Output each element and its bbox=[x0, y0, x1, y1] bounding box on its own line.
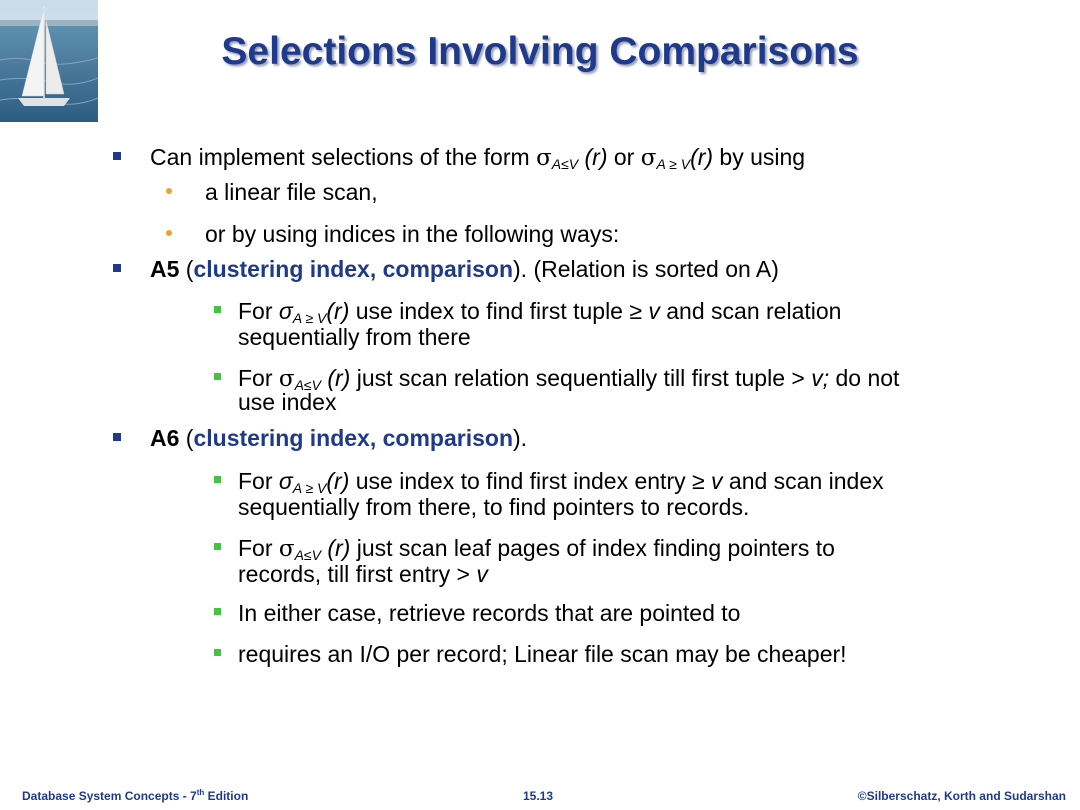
bullet-text: just scan relation sequentially till first tuple > bbox=[350, 365, 812, 391]
sigma-symbol: σ bbox=[278, 468, 293, 494]
square-bullet-icon bbox=[214, 373, 221, 380]
variable: v bbox=[711, 468, 723, 494]
bullet-text: use index to find first tuple ≥ bbox=[349, 298, 649, 324]
a5-item-2 bbox=[238, 366, 899, 391]
algorithm-label: clustering index, comparison bbox=[193, 256, 513, 282]
bullet-text: records, till first entry > bbox=[238, 561, 477, 587]
subscript: A ≥ V bbox=[292, 310, 327, 326]
a5-item-1 bbox=[238, 298, 842, 326]
a6-item-1 bbox=[238, 468, 884, 496]
square-bullet-icon bbox=[113, 152, 121, 160]
a6-item-4: requires an I/O per record; Linear file scan may be cheaper! bbox=[238, 641, 847, 667]
sigma-symbol: σ bbox=[278, 298, 293, 324]
subscript: A≤V bbox=[294, 377, 321, 393]
square-bullet-icon bbox=[113, 433, 121, 441]
sub-bullet-linear-scan: a linear file scan, bbox=[205, 179, 378, 205]
bullet-text: ). bbox=[513, 425, 528, 451]
sigma-symbol: σ bbox=[278, 366, 295, 392]
square-bullet-icon bbox=[214, 543, 221, 550]
a6-item-3: In either case, retrieve records that are pointed to bbox=[238, 600, 741, 626]
square-bullet-icon bbox=[214, 476, 221, 483]
square-bullet-icon bbox=[113, 264, 121, 272]
subscript: A ≥ V bbox=[656, 156, 691, 172]
a6-item-1-cont: sequentially from there, to find pointers to records. bbox=[238, 494, 750, 520]
footer-slide-number: 15.13 bbox=[523, 789, 554, 803]
argument: (r) bbox=[326, 298, 350, 324]
subscript: A ≥ V bbox=[292, 480, 327, 496]
argument: (r) bbox=[690, 144, 714, 170]
square-bullet-icon bbox=[214, 608, 221, 615]
argument: (r) bbox=[320, 535, 351, 561]
variable: v; bbox=[811, 365, 830, 391]
bullet-a5 bbox=[150, 257, 779, 281]
connector: or bbox=[607, 144, 641, 170]
argument: (r) bbox=[320, 365, 351, 391]
slide-title: Selections Involving Comparisons bbox=[221, 30, 859, 73]
footer-text: Database System Concepts - 7 bbox=[22, 789, 197, 803]
bullet-text: and scan relation bbox=[659, 298, 842, 324]
bullet-text: ). (Relation is sorted on A) bbox=[513, 256, 779, 282]
bullet-text: by using bbox=[713, 144, 806, 170]
variable: v bbox=[476, 561, 488, 587]
bullet-text: For bbox=[238, 468, 279, 494]
bullet-text: For bbox=[238, 365, 279, 391]
a5-item-1-cont: sequentially from there bbox=[238, 324, 471, 350]
a6-item-2 bbox=[238, 536, 835, 561]
algorithm-label: clustering index, comparison bbox=[193, 425, 513, 451]
variable: v bbox=[648, 298, 660, 324]
sigma-symbol: σ bbox=[640, 145, 657, 171]
subscript: A≤V bbox=[551, 156, 579, 172]
a5-item-2-cont: use index bbox=[238, 389, 337, 415]
bullet-text: just scan leaf pages of index finding pointers to bbox=[350, 535, 835, 561]
bullet-text: Can implement selections of the form bbox=[150, 144, 537, 170]
bullet-text: For bbox=[238, 535, 279, 561]
sub-bullet-indices: or by using indices in the following ways: bbox=[205, 221, 620, 247]
bullet-text: For bbox=[238, 298, 279, 324]
algorithm-id: A5 bbox=[150, 256, 180, 282]
footer-copyright: ©Silberschatz, Korth and Sudarshan bbox=[857, 789, 1066, 803]
argument: (r) bbox=[326, 468, 350, 494]
round-bullet-icon bbox=[166, 230, 172, 236]
argument: (r) bbox=[578, 144, 608, 170]
paren: ( bbox=[179, 425, 194, 451]
bullet-text: and scan index bbox=[722, 468, 884, 494]
a6-item-2-cont bbox=[238, 562, 488, 586]
square-bullet-icon bbox=[214, 306, 221, 313]
round-bullet-icon bbox=[166, 188, 172, 194]
subscript: A≤V bbox=[294, 547, 321, 563]
square-bullet-icon bbox=[214, 649, 221, 656]
footer-text: Edition bbox=[204, 789, 249, 803]
sigma-symbol: σ bbox=[278, 536, 295, 562]
algorithm-id: A6 bbox=[150, 425, 180, 451]
footer-book-title bbox=[22, 789, 248, 803]
sigma-symbol: σ bbox=[536, 145, 552, 171]
bullet-implement-selections bbox=[150, 145, 805, 170]
bullet-text: use index to find first index entry ≥ bbox=[349, 468, 712, 494]
bullet-text: do not bbox=[829, 365, 900, 391]
bullet-a6 bbox=[150, 426, 527, 450]
footer-superscript: th bbox=[196, 788, 205, 797]
paren: ( bbox=[179, 256, 194, 282]
